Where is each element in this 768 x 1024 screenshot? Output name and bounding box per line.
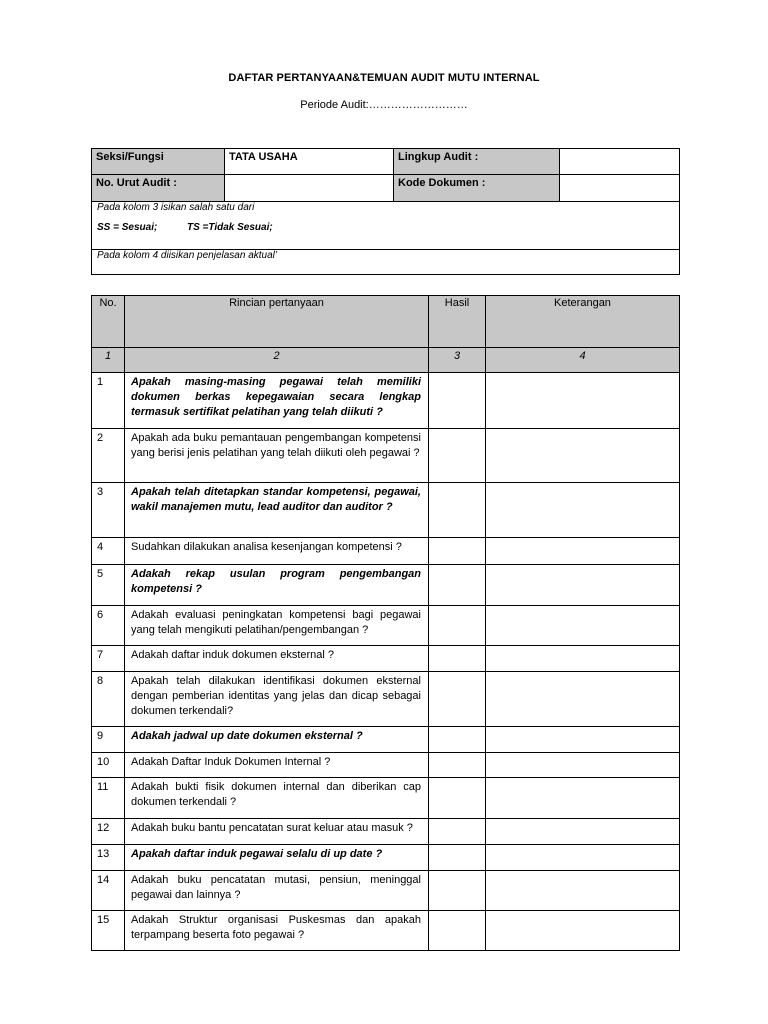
row-no: 9 xyxy=(92,727,125,753)
document-title: DAFTAR PERTANYAAN&TEMUAN AUDIT MUTU INTERNAL xyxy=(228,72,540,84)
row-keterangan[interactable] xyxy=(486,672,680,727)
col-number-2: 2 xyxy=(125,348,429,373)
code-ss: SS = Sesuai; xyxy=(97,222,158,233)
row-no: 7 xyxy=(92,646,125,672)
row-keterangan[interactable] xyxy=(486,565,680,606)
row-question: Adakah buku bantu pencatatan surat keluar atau masuk ? xyxy=(125,819,429,845)
row-question: Apakah ada buku pemantauan pengembangan kompetensi yang berisi jenis pelatihan yang telah diikuti oleh pegawai ? xyxy=(125,429,429,483)
table-row xyxy=(92,727,680,753)
row-keterangan[interactable] xyxy=(486,911,680,951)
col-number-1: 1 xyxy=(92,348,125,373)
lingkup-value[interactable] xyxy=(560,149,680,175)
instruction-note xyxy=(92,202,680,250)
table-row xyxy=(92,606,680,646)
col-number-4: 4 xyxy=(486,348,680,373)
row-hasil[interactable] xyxy=(429,646,486,672)
row-keterangan[interactable] xyxy=(486,753,680,778)
row-hasil[interactable] xyxy=(429,778,486,819)
row-keterangan[interactable] xyxy=(486,819,680,845)
row-no: 15 xyxy=(92,911,125,951)
row-keterangan[interactable] xyxy=(486,845,680,871)
row-hasil[interactable] xyxy=(429,911,486,951)
row-keterangan[interactable] xyxy=(486,871,680,911)
table-row xyxy=(92,538,680,565)
row-hasil[interactable] xyxy=(429,753,486,778)
row-no: 11 xyxy=(92,778,125,819)
row-hasil[interactable] xyxy=(429,819,486,845)
row-question: Adakah bukti fisik dokumen internal dan diberikan cap dokumen terkendali ? xyxy=(125,778,429,819)
note-column4: Pada kolom 4 diisikan penjelasan aktual’ xyxy=(97,250,278,261)
table-row xyxy=(92,646,680,672)
table-row xyxy=(92,483,680,538)
row-hasil[interactable] xyxy=(429,606,486,646)
table-row xyxy=(92,911,680,951)
row-no: 1 xyxy=(92,373,125,429)
row-question: Adakah buku pencatatan mutasi, pensiun, meninggal pegawai dan lainnya ? xyxy=(125,871,429,911)
row-no: 6 xyxy=(92,606,125,646)
header-no: No. xyxy=(92,296,125,348)
row-hasil[interactable] xyxy=(429,672,486,727)
table-row xyxy=(92,845,680,871)
row-hasil[interactable] xyxy=(429,538,486,565)
row-question: Apakah telah dilakukan identifikasi dokumen eksternal dengan pemberian identitas yang jelas dan dicap sebagai dokumen terkendali? xyxy=(125,672,429,727)
row-question: Adakah daftar induk dokumen eksternal ? xyxy=(125,646,429,672)
header-keterangan: Keterangan xyxy=(486,296,680,348)
row-hasil[interactable] xyxy=(429,565,486,606)
table-row xyxy=(92,373,680,429)
row-no: 5 xyxy=(92,565,125,606)
row-keterangan[interactable] xyxy=(486,373,680,429)
row-hasil[interactable] xyxy=(429,373,486,429)
row-question: Apakah masing-masing pegawai telah memiliki dokumen berkas kepegawaian secara lengkap termasuk sertifikat pelatihan yang telah diikuti ? xyxy=(125,373,429,429)
row-no: 3 xyxy=(92,483,125,538)
table-row xyxy=(92,819,680,845)
code-ts: TS =Tidak Sesuai; xyxy=(187,222,273,233)
row-question: Apakah daftar induk pegawai selalu di up date ? xyxy=(125,845,429,871)
row-question: Sudahkan dilakukan analisa kesenjangan kompetensi ? xyxy=(125,538,429,565)
urut-value[interactable] xyxy=(225,175,394,202)
kode-value[interactable] xyxy=(560,175,680,202)
row-hasil[interactable] xyxy=(429,845,486,871)
row-keterangan[interactable] xyxy=(486,606,680,646)
instruction-note-2 xyxy=(92,250,680,275)
row-hasil[interactable] xyxy=(429,727,486,753)
lingkup-label: Lingkup Audit : xyxy=(394,149,560,175)
row-hasil[interactable] xyxy=(429,871,486,911)
periode-audit: Periode Audit:……………………… xyxy=(300,99,468,111)
header-rincian: Rincian pertanyaan xyxy=(125,296,429,348)
row-no: 14 xyxy=(92,871,125,911)
seksi-label: Seksi/Fungsi xyxy=(92,149,225,175)
row-hasil[interactable] xyxy=(429,483,486,538)
question-table xyxy=(91,295,680,951)
table-row xyxy=(92,429,680,483)
row-no: 8 xyxy=(92,672,125,727)
seksi-value[interactable]: TATA USAHA xyxy=(225,149,394,175)
table-row xyxy=(92,753,680,778)
row-no: 12 xyxy=(92,819,125,845)
urut-label: No. Urut Audit : xyxy=(92,175,225,202)
row-no: 13 xyxy=(92,845,125,871)
row-keterangan[interactable] xyxy=(486,429,680,483)
row-question: Adakah Struktur organisasi Puskesmas dan apakah terpampang beserta foto pegawai ? xyxy=(125,911,429,951)
row-keterangan[interactable] xyxy=(486,778,680,819)
row-question: Adakah Daftar Induk Dokumen Internal ? xyxy=(125,753,429,778)
row-no: 2 xyxy=(92,429,125,483)
col-number-3: 3 xyxy=(429,348,486,373)
table-row xyxy=(92,778,680,819)
kode-label: Kode Dokumen : xyxy=(394,175,560,202)
row-question: Apakah telah ditetapkan standar kompetensi, pegawai, wakil manajemen mutu, lead auditor dan auditor ? xyxy=(125,483,429,538)
row-no: 10 xyxy=(92,753,125,778)
row-keterangan[interactable] xyxy=(486,646,680,672)
row-no: 4 xyxy=(92,538,125,565)
row-keterangan[interactable] xyxy=(486,727,680,753)
row-question: Adakah evaluasi peningkatan kompetensi bagi pegawai yang telah mengikuti pelatihan/pengembangan ? xyxy=(125,606,429,646)
header-hasil: Hasil xyxy=(429,296,486,348)
row-question: Adakah jadwal up date dokumen eksternal ? xyxy=(125,727,429,753)
row-hasil[interactable] xyxy=(429,429,486,483)
row-question: Adakah rekap usulan program pengembangan kompetensi ? xyxy=(125,565,429,606)
table-row xyxy=(92,565,680,606)
audit-info-table xyxy=(91,148,680,275)
row-keterangan[interactable] xyxy=(486,483,680,538)
row-keterangan[interactable] xyxy=(486,538,680,565)
table-row xyxy=(92,871,680,911)
note-codes xyxy=(97,222,674,233)
note-column3: Pada kolom 3 isikan salah satu dari xyxy=(97,202,255,213)
table-row xyxy=(92,672,680,727)
